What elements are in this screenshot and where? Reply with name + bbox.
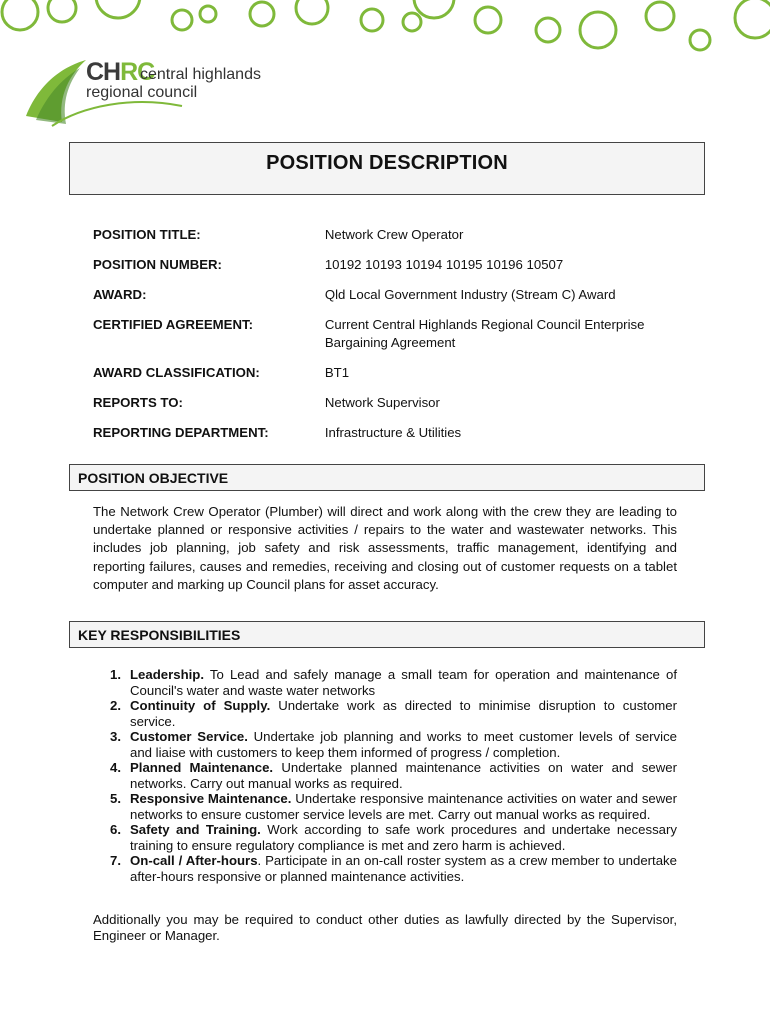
field-label: AWARD CLASSIFICATION: (93, 365, 260, 380)
item-number: 2. (110, 698, 121, 713)
field-value: Network Crew Operator (324, 227, 464, 242)
list-item (110, 667, 677, 698)
position-fields (93, 226, 693, 442)
item-number: 7. (110, 853, 121, 868)
field-row-classification (93, 364, 693, 382)
item-title: Leadership. (130, 667, 205, 682)
list-item (110, 760, 677, 791)
field-value: BT1 (324, 365, 350, 380)
list-item (110, 853, 677, 884)
item-number: 1. (110, 667, 121, 682)
item-text: Undertake job planning and works to meet customer levels of service and liaise with customers to keep them informed of progress / completion. (130, 729, 677, 760)
objective-heading: POSITION OBJECTIVE (69, 464, 705, 491)
field-value: 10192 10193 10194 10195 10196 10507 (324, 257, 564, 272)
field-label: POSITION NUMBER: (93, 257, 222, 272)
field-label: CERTIFIED AGREEMENT: (93, 317, 253, 332)
item-title: Continuity of Supply. (130, 698, 271, 713)
field-label: POSITION TITLE: (93, 227, 201, 242)
field-row-department (93, 424, 693, 442)
field-row-number (93, 256, 693, 274)
item-title: Responsive Maintenance. (130, 791, 292, 806)
field-label: AWARD: (93, 287, 147, 302)
list-item (110, 729, 677, 760)
list-item (110, 698, 677, 729)
item-text: Work according to safe work procedures and undertake necessary training to ensure regulatory compliance is met and zero harm is achieved. (130, 822, 677, 853)
item-text: To Lead and safely manage a small team for operation and maintenance of Council's water and waste water networks (130, 667, 677, 698)
field-row-title (93, 226, 693, 244)
responsibilities-heading: KEY RESPONSIBILITIES (69, 621, 705, 648)
field-value: Qld Local Government Industry (Stream C) Award (324, 287, 616, 302)
logo-abbrev-accent: RC (120, 58, 155, 86)
item-title: Planned Maintenance. (130, 760, 274, 775)
title-box (69, 142, 705, 195)
item-text: Undertake planned maintenance activities on water and sewer networks. Carry out manual works as required. (130, 760, 677, 791)
header-circles-decoration (0, 0, 770, 60)
item-number: 4. (110, 760, 121, 775)
list-item (110, 791, 677, 822)
field-value: Network Supervisor (324, 395, 440, 410)
item-number: 5. (110, 791, 121, 806)
item-text: Undertake work as directed to minimise disruption to customer service. (130, 698, 677, 729)
item-title: On-call / After-hours (130, 853, 258, 868)
list-item (110, 822, 677, 853)
item-number: 6. (110, 822, 121, 837)
field-label: REPORTS TO: (93, 395, 183, 410)
item-text: . Participate in an on-call roster system as a crew member to undertake after-hours responsive or planned maintenance activities. (130, 853, 677, 884)
field-label: REPORTING DEPARTMENT: (93, 425, 269, 440)
page-title: POSITION DESCRIPTION (266, 152, 508, 174)
item-number: 3. (110, 729, 121, 744)
field-row-agreement (93, 316, 693, 352)
field-value: Infrastructure & Utilities (324, 425, 462, 440)
closing-paragraph: Additionally you may be required to conduct other duties as lawfully directed by the Supervisor, Engineer or Manager. (93, 912, 677, 943)
logo-name-line1: central highlands (140, 66, 261, 83)
objective-text: The Network Crew Operator (Plumber) will direct and work along with the crew they are leading to undertake planned or responsive activities / repairs to the water and wastewater networks. This includes job planning, job safety and risk assessments, traffic management, identifying and reporting failures, causes and remedies, receiving and closing out of customer requests on a tablet computer and marking up Council plans for asset accuracy. (93, 504, 677, 592)
field-value: Current Central Highlands Regional Council Enterprise Bargaining Agreement (324, 317, 645, 350)
item-title: Safety and Training. (130, 822, 261, 837)
item-text: Undertake responsive maintenance activities on water and sewer networks to ensure customer service levels are met. Carry out manual works as required. (130, 791, 677, 822)
item-title: Customer Service. (130, 729, 248, 744)
field-row-award (93, 286, 693, 304)
responsibilities-list (110, 667, 677, 884)
field-row-reports-to (93, 394, 693, 412)
logo-name-line2: regional council (86, 84, 198, 101)
logo-abbrev-main: CH (86, 58, 121, 86)
